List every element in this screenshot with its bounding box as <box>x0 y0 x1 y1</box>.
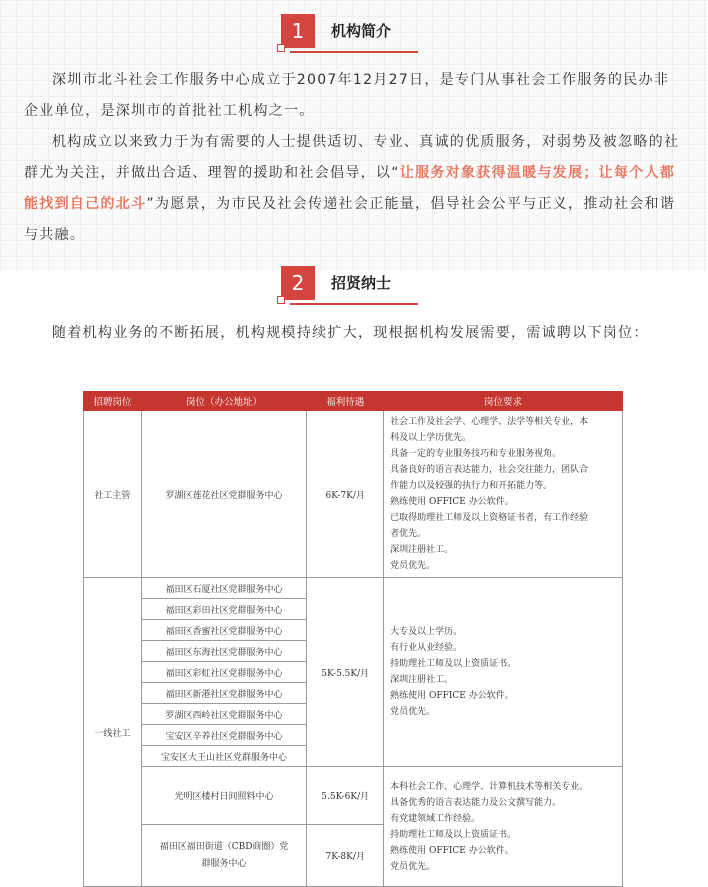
requirement-line: 熟练使用 OFFICE 办公软件。 <box>390 497 514 507</box>
requirement-line: 熟练使用 OFFICE 办公软件。 <box>390 845 514 856</box>
jobs-table <box>83 391 623 887</box>
header-salary: 福利待遇 <box>307 392 384 411</box>
section-number-badge: 2 <box>281 266 315 300</box>
requirement-line: 者优先。 <box>390 529 427 539</box>
section-title: 机构简介 <box>331 22 392 40</box>
section-underline <box>290 51 418 53</box>
requirement-line: 具备一定的专业服务技巧和专业服务视角。 <box>390 449 562 459</box>
cell-location: 福田区彩虹社区党群服务中心 <box>141 662 307 683</box>
intro-text: 机构成立以来致力于为有需要的人士提供适切、专业、真诚的优质服务，对弱势及被忽略的社群尤为关注，并做出合适、理智的援助和社会倡导，以“ <box>24 134 680 181</box>
cell-salary: 5K-5.5K/月 <box>307 578 384 767</box>
cell-location: 光明区楼村日间照料中心 <box>141 767 307 825</box>
requirement-line: 作能力以及较强的执行力和开拓能力等。 <box>390 481 553 491</box>
requirement-line: 熟练使用 OFFICE 办公软件。 <box>390 691 514 701</box>
cell-location: 宝安区大王山社区党群服务中心 <box>141 746 307 767</box>
requirement-line: 深圳注册社工。 <box>390 545 454 555</box>
cell-location: 福田区福田街道（CBD商圈）党群服务中心 <box>141 825 307 887</box>
table-row <box>84 767 623 825</box>
requirement-line: 已取得助理社工师及以上资格证书者，有工作经验 <box>390 513 589 523</box>
requirement-line: 具备良好的语言表达能力，社会交往能力，团队合 <box>390 465 589 475</box>
requirement-line: 深圳注册社工。 <box>390 675 454 685</box>
cell-location: 罗湖区西岭社区党群服务中心 <box>141 704 307 725</box>
requirement-line: 本科社会工作、心理学、计算机技术等相关专业。 <box>390 781 589 792</box>
requirement-line: 持助理社工师及以上资质证书。 <box>390 829 517 840</box>
cell-salary: 6K-7K/月 <box>307 411 384 578</box>
cell-salary: 7K-8K/月 <box>307 825 384 887</box>
cell-location: 福田区石厦社区党群服务中心 <box>141 578 307 599</box>
requirement-line: 社会工作及社会学、心理学、法学等相关专业，本 <box>390 417 589 427</box>
cell-requirements <box>384 578 623 767</box>
section-number-badge: 1 <box>281 14 315 48</box>
requirement-line: 持助理社工师及以上资质证书。 <box>390 659 517 669</box>
cell-location: 福田区新港社区党群服务中心 <box>141 683 307 704</box>
cell-location: 罗湖区莲花社区党群服务中心 <box>141 411 307 578</box>
decor-square <box>277 296 285 304</box>
cell-location: 福田区香蜜社区党群服务中心 <box>141 620 307 641</box>
requirement-line: 有党建领域工作经验。 <box>390 813 481 824</box>
cell-position: 社工主管 <box>84 411 142 578</box>
section-underline <box>290 303 418 305</box>
table-header-row <box>84 392 623 411</box>
table-row <box>84 578 623 599</box>
cell-requirements <box>384 411 623 578</box>
cell-salary: 5.5K-6K/月 <box>307 767 384 825</box>
header-location: 岗位（办公地址） <box>141 392 307 411</box>
cell-location: 福田区彩田社区党群服务中心 <box>141 599 307 620</box>
requirement-line: 党员优先。 <box>390 707 436 717</box>
cell-position: 一线社工 <box>84 578 142 887</box>
recruit-intro: 随着机构业务的不断拓展，机构规模持续扩大，现根据机构发展需要，需诚聘以下岗位： <box>52 325 649 341</box>
vision-highlight: 让服务对象获得温暖与发展；让每个人都能找到自己的北斗 <box>24 165 676 212</box>
intro-paragraph-2 <box>24 127 684 251</box>
header-position: 招聘岗位 <box>84 392 142 411</box>
requirement-line: 科及以上学历优先。 <box>390 433 472 443</box>
cell-requirements <box>384 767 623 887</box>
intro-text-end: ”为愿景，为市民及社会传递社会正能量，倡导社会公平与正义，推动社会和谐与共融。 <box>24 196 676 243</box>
cell-location: 福田区东海社区党群服务中心 <box>141 641 307 662</box>
requirement-line: 有行业从业经验。 <box>390 643 463 653</box>
cell-location: 宝安区辛养社区党群服务中心 <box>141 725 307 746</box>
table-row <box>84 411 623 578</box>
section-title: 招贤纳士 <box>331 274 392 292</box>
requirement-line: 党员优先。 <box>390 561 436 571</box>
header-requirements: 岗位要求 <box>384 392 623 411</box>
requirement-line: 具备优秀的语言表达能力及公文撰写能力。 <box>390 797 562 808</box>
decor-square <box>277 44 285 52</box>
requirement-line: 党员优先。 <box>390 861 436 872</box>
requirement-line: 大专及以上学历。 <box>390 627 463 637</box>
intro-paragraph-1: 深圳市北斗社会工作服务中心成立于2007年12月27日，是专门从事社会工作服务的民办非企业单位，是深圳市的首批社工机构之一。 <box>24 72 670 119</box>
